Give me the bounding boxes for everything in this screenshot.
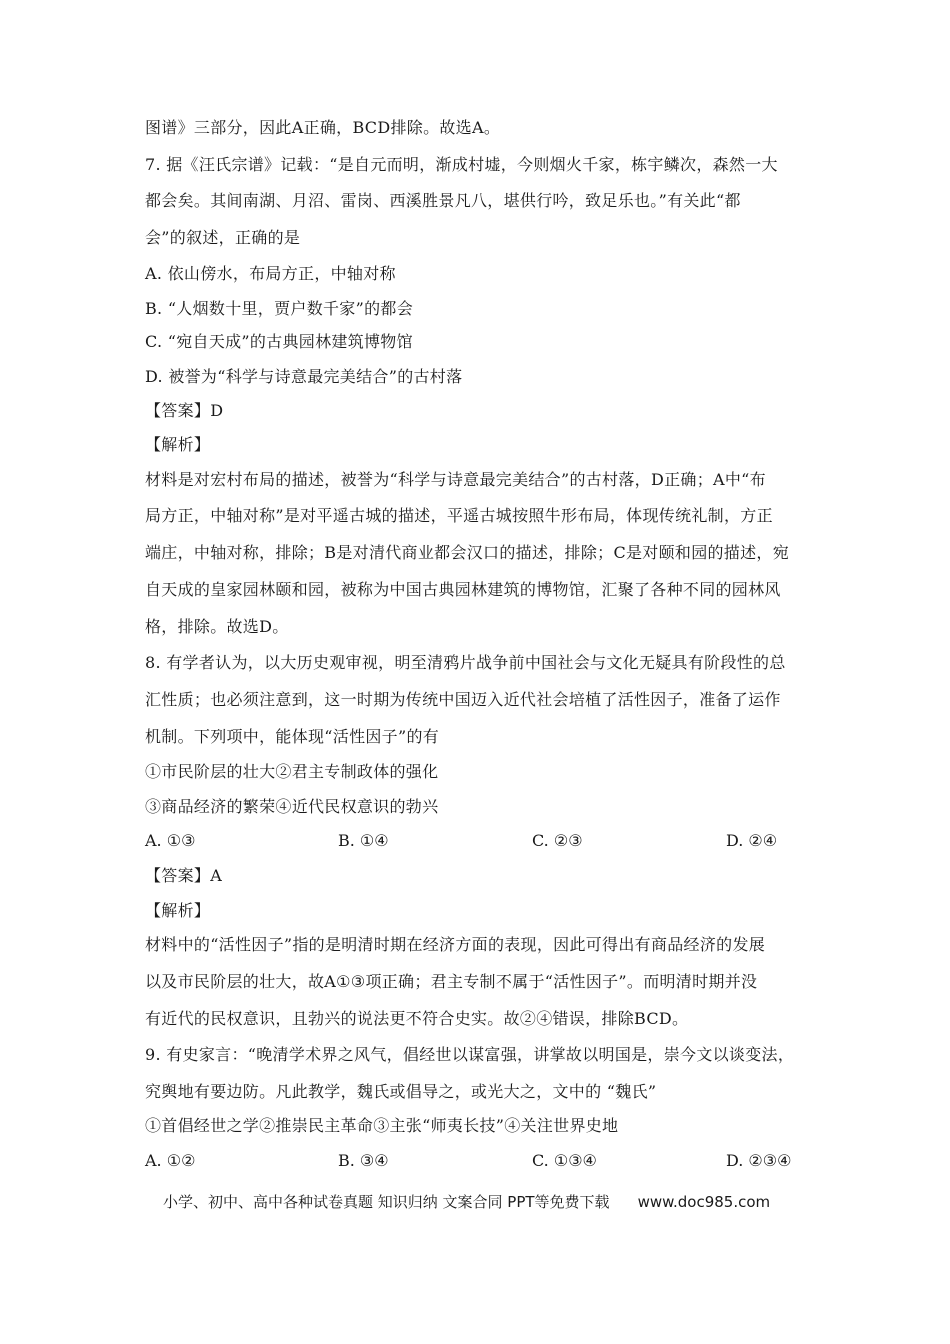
q7-analysis-heading: 【解析】 — [145, 435, 211, 454]
q7-option-b: B. “人烟数十里，贾户数千家”的都会 — [145, 299, 413, 318]
q8-option-d: D. ②④ — [726, 831, 778, 850]
text-line: 格，排除。故选D。 — [145, 617, 289, 636]
question-7-stem: 7. 据《汪氏宗谱》记载：“是自元而明，渐成村墟，今则烟火千家，栋宇鳞次，森然一大 — [145, 155, 778, 174]
text-line: 材料是对宏村布局的描述，被誉为“科学与诗意最完美结合”的古村落，D正确；A中“布 — [145, 470, 766, 489]
text-line: 汇性质；也必须注意到，这一时期为传统中国迈入近代社会培植了活性因子，准备了运作 — [145, 690, 781, 709]
q9-option-b: B. ③④ — [338, 1151, 389, 1170]
q9-item-line: ①首倡经世之学②推崇民主革命③主张“师夷长技”④关注世界史地 — [145, 1116, 619, 1135]
text-line: 材料中的“活性因子”指的是明清时期在经济方面的表现，因此可得出有商品经济的发展 — [145, 935, 766, 954]
q8-item-line: ①市民阶层的壮大②君主专制政体的强化 — [145, 762, 439, 781]
q7-option-d: D. 被誉为“科学与诗意最完美结合”的古村落 — [145, 367, 463, 386]
text-line: 都会矣。其间南湖、月沼、雷岗、西溪胜景凡八，堪供行吟，致足乐也。”有关此“都 — [145, 191, 741, 210]
q9-option-d: D. ②③④ — [726, 1151, 792, 1170]
text-line: 以及市民阶层的壮大，故A①③项正确；君主专制不属于“活性因子”。而明清时期并没 — [145, 972, 758, 991]
page-footer — [163, 1192, 770, 1212]
text-line: 图谱》三部分，因此A正确，BCD排除。故选A。 — [145, 118, 501, 137]
q8-option-c: C. ②③ — [532, 831, 583, 850]
footer-link[interactable]: www.doc985.com — [637, 1193, 771, 1211]
q7-answer: 【答案】D — [145, 401, 224, 420]
footer-text: 小学、初中、高中各种试卷真题 知识归纳 文案合同 PPT等免费下载 — [163, 1193, 610, 1211]
text-line: 究舆地有要边防。凡此教学，魏氏或倡导之，或光大之，文中的 “魏氏” — [145, 1082, 657, 1101]
text-line: 端庄，中轴对称，排除；B是对清代商业都会汉口的描述，排除；C是对颐和园的描述，宛 — [145, 543, 790, 562]
text-line: 有近代的民权意识，且勃兴的说法更不符合史实。故②④错误，排除BCD。 — [145, 1009, 689, 1028]
text-line: 机制。下列项中，能体现“活性因子”的有 — [145, 727, 440, 746]
q8-analysis-heading: 【解析】 — [145, 901, 211, 920]
q8-item-line: ③商品经济的繁荣④近代民权意识的勃兴 — [145, 797, 439, 816]
q7-option-c: C. “宛自天成”的古典园林建筑博物馆 — [145, 332, 413, 351]
question-8-stem: 8. 有学者认为，以大历史观审视，明至清鸦片战争前中国社会与文化无疑具有阶段性的总 — [145, 653, 786, 672]
question-9-stem: 9. 有史家言：“晚清学术界之风气，倡经世以谋富强，讲掌故以明国是，崇今文以谈变法， — [145, 1045, 795, 1064]
q7-option-a: A. 依山傍水，布局方正，中轴对称 — [145, 264, 396, 283]
q8-option-b: B. ①④ — [338, 831, 389, 850]
text-line: 局方正，中轴对称”是对平遥古城的描述，平遥古城按照牛形布局，体现传统礼制，方正 — [145, 506, 773, 525]
text-line: 自天成的皇家园林颐和园，被称为中国古典园林建筑的博物馆，汇聚了各种不同的园林风 — [145, 580, 781, 599]
q8-answer: 【答案】A — [145, 866, 223, 885]
text-line: 会”的叙述，正确的是 — [145, 228, 301, 247]
q9-option-c: C. ①③④ — [532, 1151, 597, 1170]
q8-option-a: A. ①③ — [145, 831, 196, 850]
q9-option-a: A. ①② — [145, 1151, 196, 1170]
